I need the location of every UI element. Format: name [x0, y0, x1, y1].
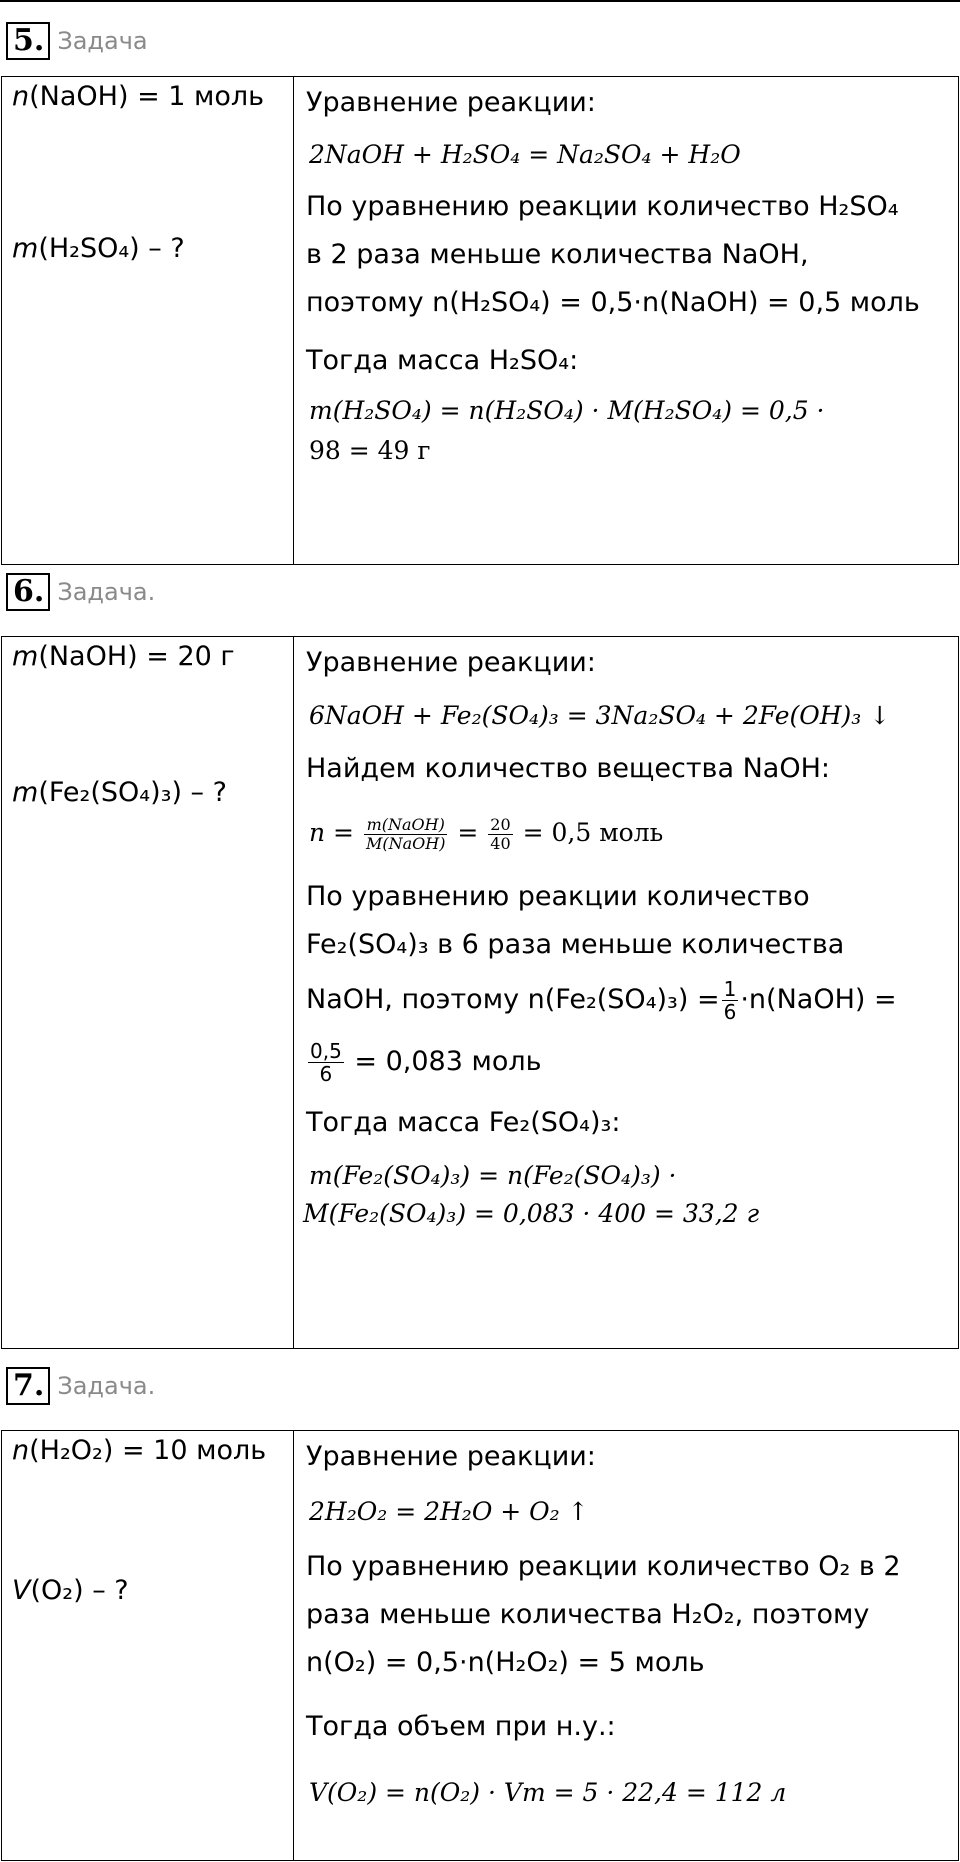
solution-line: в 2 раза меньше количества NaOH,	[306, 239, 809, 270]
task-number-badge: 7.	[6, 1367, 50, 1405]
given-line: m(NaOH) = 20 г	[12, 641, 235, 672]
task-label: Задача	[57, 27, 148, 55]
solution-line: NaOH, поэтому n(Fe₂(SO₄)₃) = $\frac{1}{6}$ ·n(NaOH) =	[306, 977, 897, 1024]
task-label: Задача.	[57, 1372, 156, 1400]
find-line: V(O₂) – ?	[12, 1575, 129, 1606]
fraction: $\frac{20}{40}$	[490, 815, 511, 853]
equation-heading: Уравнение реакции:	[306, 87, 596, 118]
task-number-badge: 6.	[6, 573, 50, 611]
solution-line: раза меньше количества H₂O₂, поэтому	[306, 1599, 870, 1630]
solution-cell	[294, 77, 959, 565]
volume-calculation: V(O₂) = n(O₂) · Vm = 5 · 22,4 = 112 л	[309, 1778, 787, 1807]
equation-heading: Уравнение реакции:	[306, 647, 596, 678]
find-line: m(H₂SO₄) – ?	[12, 233, 185, 264]
top-rule	[0, 0, 960, 2]
solution-cell	[294, 637, 959, 1349]
mass-heading: Тогда масса H₂SO₄:	[306, 345, 579, 376]
task-7-table	[1, 1430, 959, 1861]
reaction-equation: 2H₂O₂ = 2H₂O + O₂ ↑	[309, 1497, 589, 1526]
solution-line: По уравнению реакции количество O₂ в 2	[306, 1551, 901, 1582]
given-cell	[2, 77, 294, 565]
mass-calculation: m(Fe₂(SO₄)₃) = n(Fe₂(SO₄)₃) ·	[309, 1161, 677, 1190]
fraction: $\frac{0,5}{6}$	[310, 1039, 342, 1086]
solution-line: поэтому n(H₂SO₄) = 0,5·n(NaOH) = 0,5 моль	[306, 287, 920, 318]
fraction: $\frac{\text{m(NaOH)}}{\text{M(NaOH)}}$	[365, 815, 446, 853]
fraction: $\frac{1}{6}$	[723, 977, 737, 1024]
solution-line: Fe₂(SO₄)₃ в 6 раза меньше количества	[306, 929, 845, 960]
given-line: n(H₂O₂) = 10 моль	[12, 1435, 267, 1466]
mass-calculation-cont: M(Fe₂(SO₄)₃) = 0,083 · 400 = 33,2 г	[303, 1199, 760, 1228]
task-number-badge: 5.	[6, 22, 50, 60]
task-6-table	[1, 636, 959, 1349]
amount-heading: Найдем количество вещества NaOH:	[306, 753, 830, 784]
task-5-table	[1, 76, 959, 565]
given-cell	[2, 1431, 294, 1861]
solution-cell	[294, 1431, 959, 1861]
mass-calculation: m(H₂SO₄) = n(H₂SO₄) · M(H₂SO₄) = 0,5 ·	[309, 396, 825, 425]
task-label: Задача.	[57, 578, 156, 606]
solution-line: $\frac{0,5}{6}$ = 0,083 моль	[310, 1039, 542, 1086]
given-line: n(NaOH) = 1 моль	[12, 81, 265, 112]
solution-line: n(O₂) = 0,5·n(H₂O₂) = 5 моль	[306, 1647, 705, 1678]
find-line: m(Fe₂(SO₄)₃) – ?	[12, 777, 227, 808]
reaction-equation: 2NaOH + H₂SO₄ = Na₂SO₄ + H₂O	[309, 140, 741, 169]
task-6-header	[6, 573, 155, 611]
given-cell	[2, 637, 294, 1349]
volume-heading: Тогда объем при н.у.:	[306, 1711, 616, 1742]
equation-heading: Уравнение реакции:	[306, 1441, 596, 1472]
task-7-header	[6, 1367, 155, 1405]
mass-heading: Тогда масса Fe₂(SO₄)₃:	[306, 1107, 621, 1138]
mass-calculation-cont: 98 = 49 г	[309, 436, 431, 465]
solution-line: По уравнению реакции количество	[306, 881, 810, 912]
amount-calculation: n = $\frac{\text{m(NaOH)}}{\text{M(NaOH)}}$ = $\frac{20}{40}$ = 0,5 моль	[309, 815, 664, 853]
solution-line: По уравнению реакции количество H₂SO₄	[306, 191, 899, 222]
task-5-header	[6, 22, 148, 60]
reaction-equation: 6NaOH + Fe₂(SO₄)₃ = 3Na₂SO₄ + 2Fe(OH)₃ ↓	[309, 701, 891, 730]
